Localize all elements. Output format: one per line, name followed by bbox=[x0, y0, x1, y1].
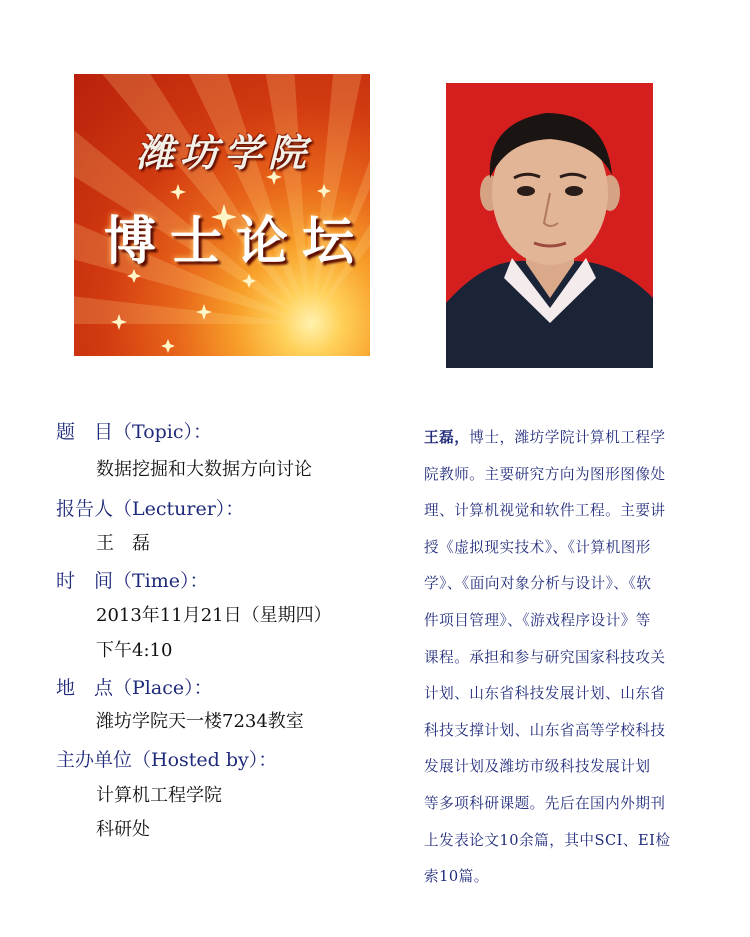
bio-line-9: 科技支撑计划、山东省高等学校科技 bbox=[424, 721, 666, 739]
bio-line-3: 理、计算机视觉和软件工程。主要讲 bbox=[424, 502, 666, 520]
bio-line-8: 计划、山东省科技发展计划、山东省 bbox=[424, 685, 666, 703]
host-value-1: 计算机工程学院 bbox=[96, 785, 222, 806]
bio-line-4: 授《虚拟现实技术》、《计算机图形 bbox=[424, 538, 651, 556]
time-hour: 下午4:10 bbox=[96, 640, 173, 661]
forum-banner bbox=[74, 74, 370, 356]
place-value: 潍坊学院天一楼7234教室 bbox=[96, 711, 304, 732]
bio-line-7: 课程。承担和参与研究国家科技攻关 bbox=[424, 648, 666, 666]
bio-line-11: 等多项科研课题。先后在国内外期刊 bbox=[424, 794, 666, 812]
time-label: 时 间（Time）： bbox=[56, 570, 209, 592]
bio-line-5: 学》、《面向对象分析与设计》、《软 bbox=[424, 575, 652, 593]
school-name: 潍坊学院 bbox=[136, 130, 313, 175]
lecturer-value: 王 磊 bbox=[96, 533, 150, 554]
lecturer-bio bbox=[424, 420, 714, 896]
bio-line-13: 索10篇。 bbox=[424, 868, 489, 886]
bio-line-2: 院教师。主要研究方向为图形图像处 bbox=[424, 465, 666, 483]
topic-value: 数据挖掘和大数据方向讨论 bbox=[96, 459, 312, 480]
lecturer-portrait bbox=[446, 83, 653, 368]
time-date: 2013年11月21日（星期四） bbox=[96, 605, 332, 626]
portrait-image bbox=[446, 83, 653, 368]
bio-line-12: 上发表论文10余篇，其中SCI、EI检 bbox=[424, 831, 671, 849]
bio-line-1: 王磊，博士，潍坊学院计算机工程学 bbox=[424, 429, 666, 446]
bio-name: 王磊， bbox=[424, 429, 470, 446]
host-value-2: 科研处 bbox=[96, 819, 150, 840]
bio-line-6: 件项目管理》、《游戏程序设计》等 bbox=[424, 611, 651, 629]
forum-title: 博士论坛 bbox=[104, 211, 369, 272]
lecturer-label: 报告人（Lecturer）： bbox=[56, 498, 245, 520]
topic-label: 题 目（Topic）： bbox=[56, 421, 213, 443]
bio-line-10: 发展计划及潍坊市级科技发展计划 bbox=[424, 758, 651, 776]
place-label: 地 点（Place）： bbox=[56, 677, 213, 699]
host-label: 主办单位（Hosted by）： bbox=[56, 749, 278, 771]
